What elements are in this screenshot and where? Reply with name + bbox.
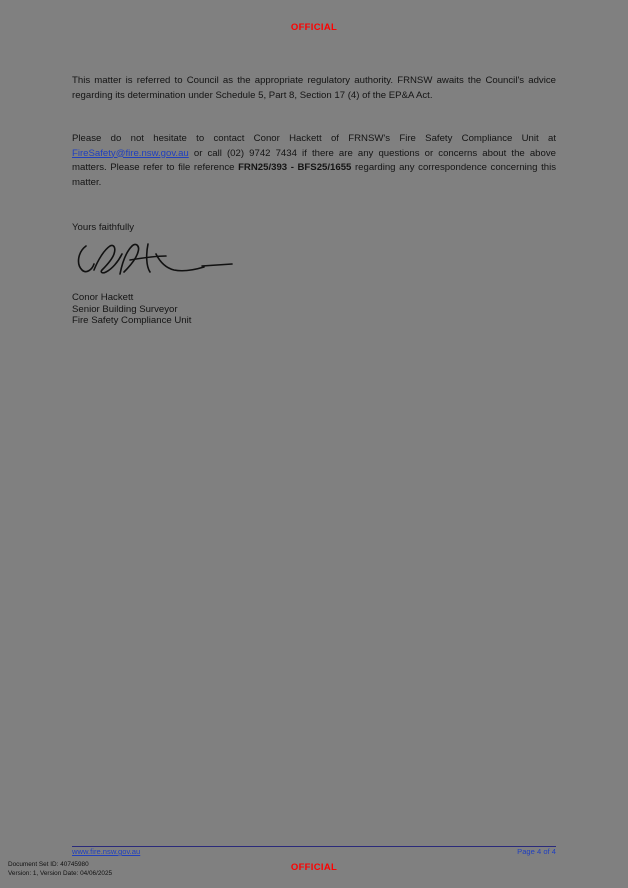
paragraph-referral: This matter is referred to Council as the appropriate regulatory authority. FRNSW awaits the Council's advice regarding its determination under Schedule 5, Part 8, Section 17 (4) of the EP&A Act.: [72, 75, 556, 101]
signer-title: Senior Building Surveyor: [72, 303, 178, 315]
contact-text-tail: regarding any correspondence concerning this matter.: [72, 162, 557, 188]
footer-divider: [72, 846, 556, 847]
document-set-id: Document Set ID: 40745980: [8, 861, 89, 868]
footer-website-link[interactable]: www.fire.nsw.gov.au: [72, 847, 141, 856]
document-metadata-stamp: [8, 861, 112, 878]
document-version: Version: 1, Version Date: 04/06/2025: [8, 869, 113, 877]
contact-text-lead: Please do not hesitate to contact Conor Hackett of FRNSW's Fire Safety Compliance Unit at: [72, 133, 556, 144]
signer-unit: Fire Safety Compliance Unit: [72, 315, 192, 327]
paragraph-contact: [72, 132, 556, 190]
file-reference: FRN25/393 - BFS25/1655: [238, 162, 352, 174]
footer-page-number: Page 4 of 4: [517, 847, 556, 856]
classification-marking-top: OFFICIAL: [290, 22, 338, 33]
signer-name: Conor Hackett: [72, 292, 134, 303]
signature-block: [72, 292, 191, 327]
classification-marking-bottom: OFFICIAL: [290, 862, 338, 873]
signature-image: [72, 240, 262, 284]
closing-salutation: Yours faithfully: [72, 222, 135, 233]
contact-text-middle: or call (02) 9742 7434 if there are any questions or concerns about the above matters. Please refer to file reference: [72, 147, 556, 174]
fire-safety-email-link[interactable]: FireSafety@fire.nsw.gov.au: [72, 147, 189, 159]
